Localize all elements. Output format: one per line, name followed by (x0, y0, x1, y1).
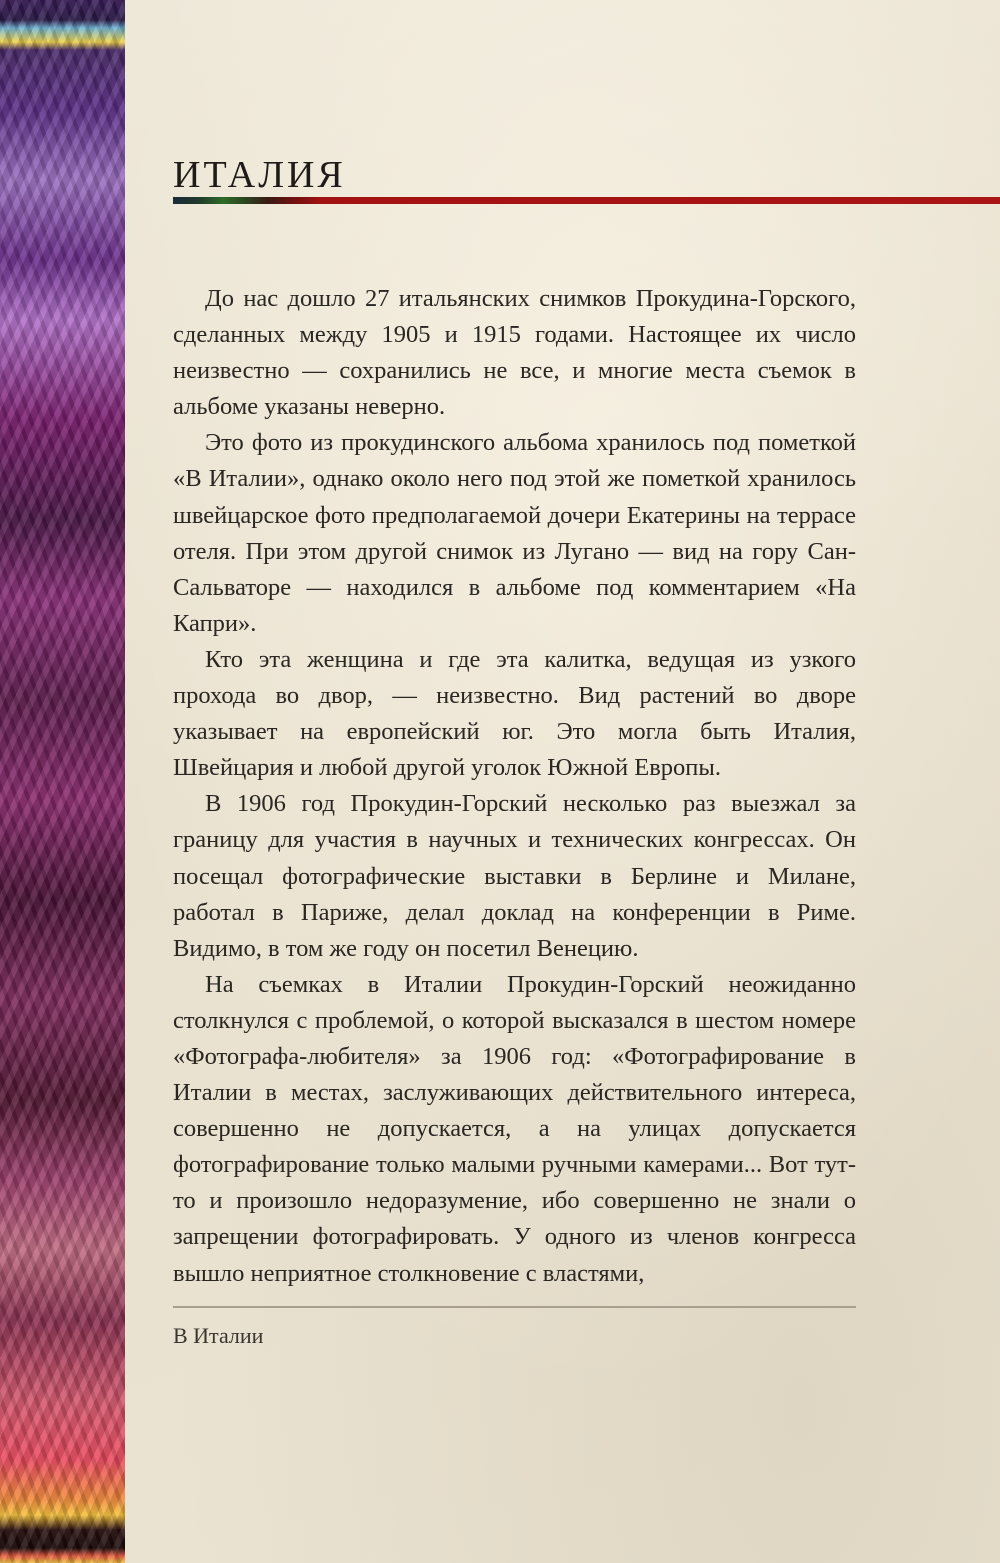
paragraph: Это фото из прокудинского альбома хранилось под пометкой «В Италии», однако около него под этой же пометкой хранилось швейцарское фото предполагаемой дочери Екатерины на террасе отеля. При этом другой снимок из Лугано — вид на гору Сан-Сальваторе — находился в альбоме под комментарием «На Капри». (173, 429, 856, 637)
side-photo-strip (0, 0, 125, 1563)
caption-divider (173, 1306, 856, 1308)
paragraph: Кто эта женщина и где эта калитка, ведущая из узкого прохода во двор, — неизвестно. Вид растений во дворе указывает на европейский юг. Это могла быть Италия, Швейцария и любой другой уголок Южной Европы. (173, 645, 856, 782)
photo-caption: В Италии (173, 1323, 264, 1348)
title-divider (173, 197, 1000, 204)
paragraph: В 1906 год Прокудин-Горский несколько раз выезжал за границу для участия в научных и технических конгрессах. Он посещал фотографические выставки в Берлине и Милане, работал в Париже, делал доклад на конференции в Риме. Видимо, в том же году он посетил Венецию. (173, 790, 856, 962)
paragraph: На съемках в Италии Прокудин-Горский неожиданно столкнулся с проблемой, о которой высказался в шестом номере «Фотографа-любителя» за 1906 год: «Фотографирование в Италии в местах, заслуживающих действительного интереса, совершенно не допускается, а на улицах допускается фотографирование только малыми ручными камерами... Вот тут-то и произошло недоразумение, ибо совершенно не знали о запрещении фотографировать. У одного из членов конгресса вышло неприятное столкновение с властями, (173, 970, 856, 1287)
paragraph: До нас дошло 27 итальянских снимков Прокудина-Горского, сделанных между 1905 и 1915 годами. Настоящее их число неизвестно — сохранились не все, и многие места съемок в альбоме указаны неверно. (173, 285, 856, 421)
chapter-title: ИТАЛИЯ (173, 154, 346, 197)
body-text (173, 281, 856, 1292)
